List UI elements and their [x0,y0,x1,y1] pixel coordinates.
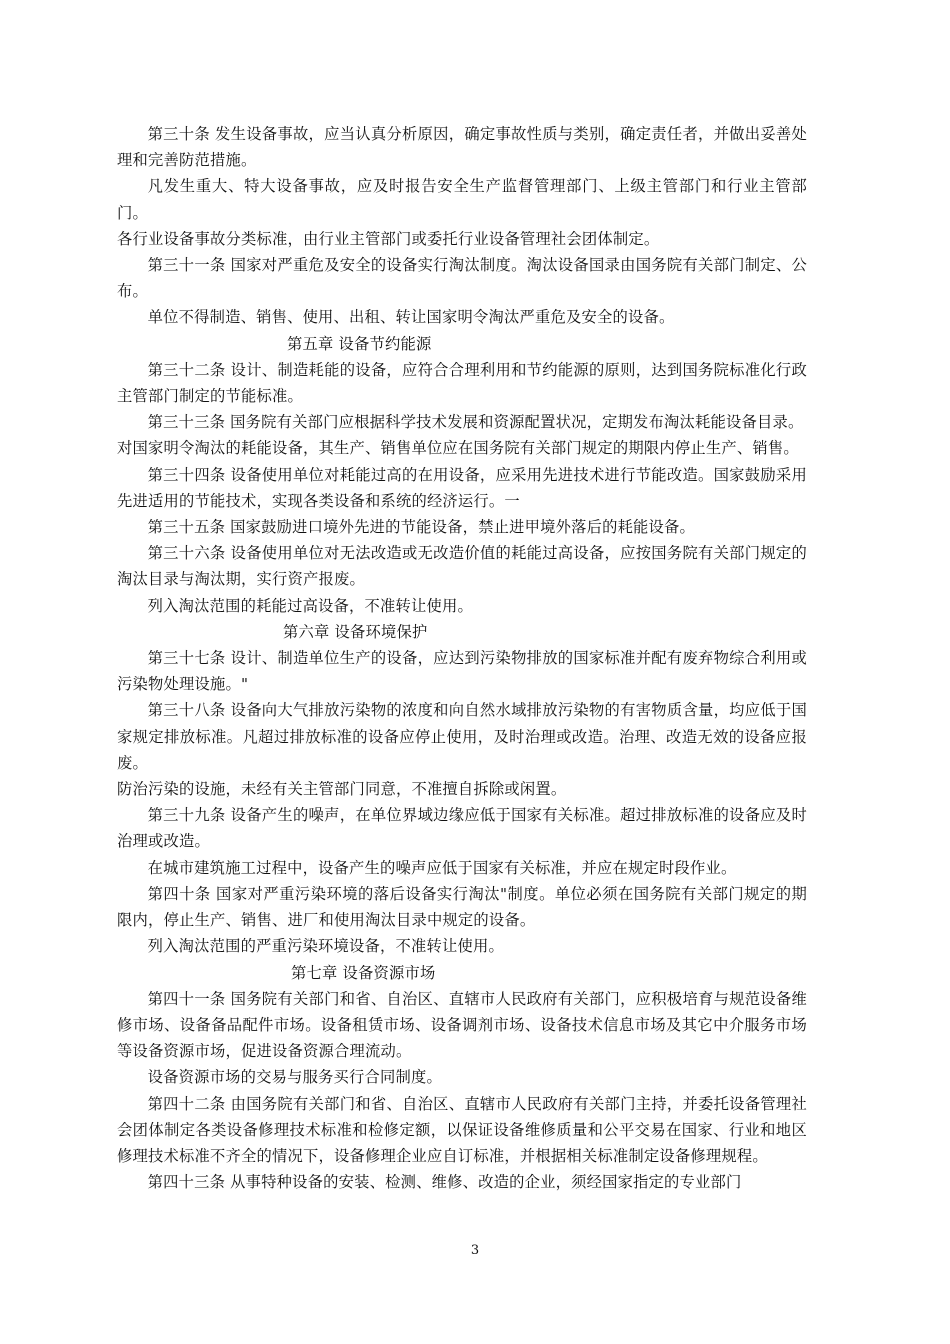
paragraph: 凡发生重大、特大设备事故，应及时报告安全生产监督管理部门、上级主管部门和行业主管部门。 [117,177,807,222]
paragraph: 第四十三条 从事特种设备的安装、检测、维修、改造的企业，须经国家指定的专业部门 [147,1173,742,1192]
paragraph: 第三十七条 设计、制造单位生产的设备，应达到污染物排放的国家标准并配有废弃物综合利用或污染物处理设施。" [117,649,807,694]
paragraph: 第三十一条 国家对严重危及安全的设备实行淘汰制度。淘汰设备国录由国务院有关部门制定、公布。 [117,256,807,301]
paragraph: 第四十条 国家对严重污染环境的落后设备实行淘汰"制度。单位必须在国务院有关部门规定的期限内，停止生产、销售、进厂和使用淘汰目录中规定的设备。 [117,884,807,930]
chapter-heading: 第五章 设备节约能源 [287,334,432,353]
paragraph: 第三十九条 设备产生的噪声，在单位界域边缘应低于国家有关标准。超过排放标准的设备应及时治理或改造。 [117,806,807,851]
paragraph: 第三十五条 国家鼓励进口境外先进的节能设备，禁止进甲境外落后的耗能设备。 [147,518,696,537]
paragraph: 第三十三条 国务院有关部门应根据科学技术发展和资源配置状况，定期发布淘汰耗能设备目录。 [147,413,804,432]
paragraph: 第三十八条 设备向大气排放污染物的浓度和向自然水域排放污染物的有害物质含量，均应低于国家规定排放标准。凡超过排放标准的设备应停止使用，及时治理或改造。治理、改造无效的设备应报废。 [117,701,807,772]
paragraph: 列入淘汰范围的耗能过高设备，不准转让使用。 [147,596,474,615]
paragraph: 第三十条 发生设备事故，应当认真分析原因，确定事故性质与类别，确定责任者，并做出妥善处理和完善防范措施。 [117,125,807,170]
page-number: 3 [470,1243,480,1258]
paragraph: 各行业设备事故分类标准，由行业主管部门或委托行业设备管理社会团体制定。 [117,229,660,248]
paragraph: 对国家明令淘汰的耗能设备，其生产、销售单位应在国务院有关部门规定的期限内停止生产、销售。 [117,439,799,458]
paragraph: 第四十二条 由国务院有关部门和省、自治区、直辖市人民政府有关部门主持，并委托设备管理社会团体制定各类设备修理技术标准和检修定额，以保证设备维修质量和公平交易在国家、行业和地区修理技术标准不齐全的情况下，设备修理企业应自订标准，并根据相关标准制定设备修理规程。 [117,1094,807,1165]
chapter-heading: 第六章 设备环境保护 [283,622,428,641]
paragraph: 设备资源市场的交易与服务买行合同制度。 [147,1068,443,1087]
paragraph: 防治污染的设施，未经有关主管部门同意，不准擅自拆除或闲置。 [117,780,567,799]
paragraph: 第四十一条 国务院有关部门和省、自治区、直辖市人民政府有关部门，应积极培育与规范设备维修市场、设备备品配件市场。设备租赁市场、设备调剂市场、设备技术信息市场及其它中介服务市场等设备资源市场，促进设备资源合理流动。 [117,989,807,1061]
paragraph: 第三十六条 设备使用单位对无法改造或无改造价值的耗能过高设备，应按国务院有关部门规定的淘汰目录与淘汰期，实行资产报废。 [117,544,807,589]
paragraph: 第三十四条 设备使用单位对耗能过高的在用设备，应采用先进技术进行节能改造。国家鼓励采用先进适用的节能技术，实现各类设备和系统的经济运行。一 [117,465,807,510]
paragraph: 单位不得制造、销售、使用、出租、转让国家明令淘汰严重危及安全的设备。 [147,308,675,327]
document-body [117,121,807,1195]
paragraph: 在城市建筑施工过程中，设备产生的噪声应低于国家有关标准，并应在规定时段作业。 [147,858,737,877]
paragraph: 第三十二条 设计、制造耗能的设备，应符合合理利用和节约能源的原则，达到国务院标准化行政主管部门制定的节能标准。 [117,360,807,406]
chapter-heading: 第七章 设备资源市场 [291,963,436,982]
paragraph: 列入淘汰范围的严重污染环境设备，不准转让使用。 [147,937,505,956]
